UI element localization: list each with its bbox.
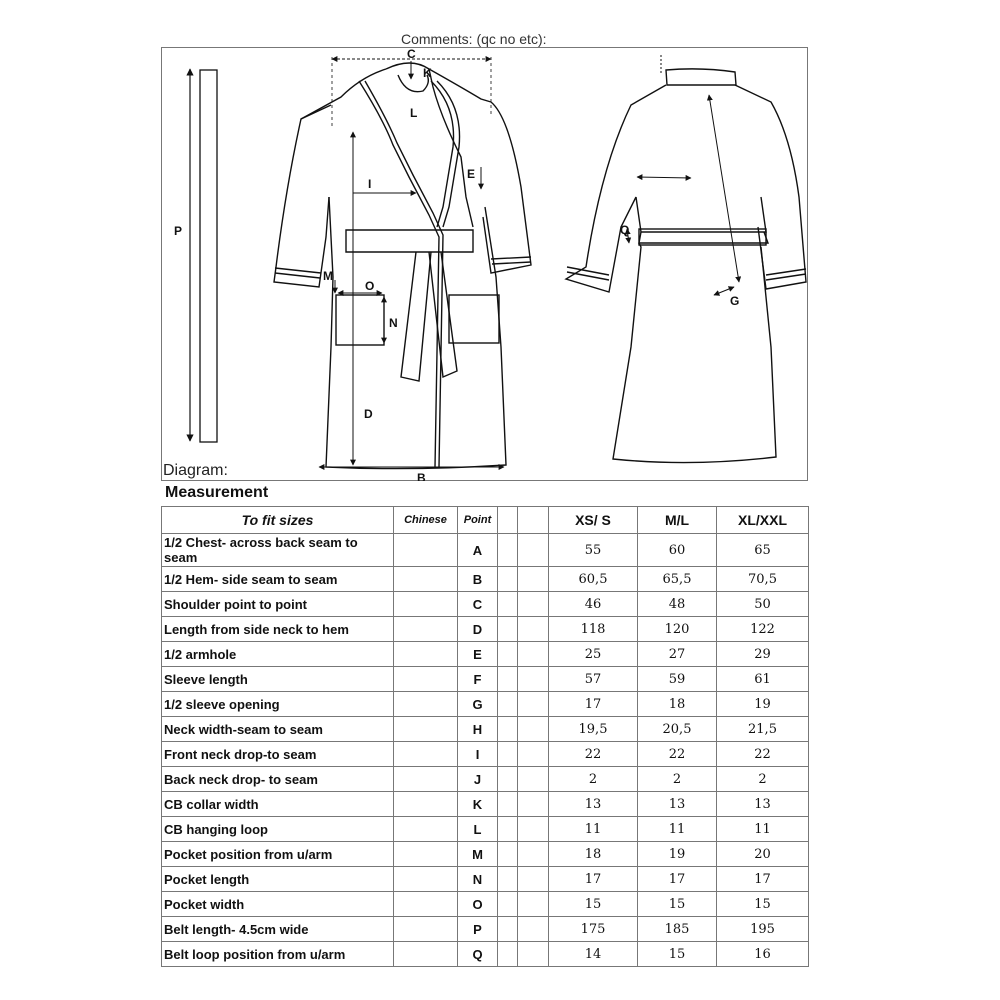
blank-cell bbox=[498, 717, 518, 742]
size-value: 11 bbox=[549, 817, 638, 842]
blank-cell bbox=[498, 567, 518, 592]
header-size: XL/XXL bbox=[717, 507, 809, 534]
blank-cell bbox=[518, 567, 549, 592]
measurement-description: Shoulder point to point bbox=[162, 592, 394, 617]
size-value: 13 bbox=[638, 792, 717, 817]
marker-i: I bbox=[368, 177, 372, 191]
blank-cell bbox=[498, 667, 518, 692]
measurement-title: Measurement bbox=[165, 484, 269, 501]
blank-cell bbox=[518, 792, 549, 817]
size-value: 2 bbox=[549, 767, 638, 792]
size-value: 16 bbox=[717, 942, 809, 967]
size-value: 15 bbox=[717, 892, 809, 917]
size-value: 17 bbox=[717, 867, 809, 892]
measurement-description: Back neck drop- to seam bbox=[162, 767, 394, 792]
point-code: K bbox=[458, 792, 498, 817]
measurement-description: Sleeve length bbox=[162, 667, 394, 692]
blank-cell bbox=[518, 667, 549, 692]
point-code: A bbox=[458, 534, 498, 567]
table-row bbox=[162, 534, 809, 567]
chinese-cell bbox=[394, 792, 458, 817]
chinese-cell bbox=[394, 642, 458, 667]
size-value: 14 bbox=[549, 942, 638, 967]
header-size: M/L bbox=[638, 507, 717, 534]
front-robe-outline bbox=[274, 63, 531, 469]
size-value: 13 bbox=[717, 792, 809, 817]
chinese-cell bbox=[394, 567, 458, 592]
point-code: B bbox=[458, 567, 498, 592]
size-value: 185 bbox=[638, 917, 717, 942]
table-row bbox=[162, 842, 809, 867]
chinese-cell bbox=[394, 867, 458, 892]
marker-p: P bbox=[174, 224, 183, 238]
measurement-description: Front neck drop-to seam bbox=[162, 742, 394, 767]
size-value: 65 bbox=[717, 534, 809, 567]
table-row bbox=[162, 592, 809, 617]
marker-k: K bbox=[423, 66, 432, 80]
blank-cell bbox=[498, 842, 518, 867]
table-row bbox=[162, 942, 809, 967]
marker-g: G bbox=[730, 294, 740, 308]
blank-cell bbox=[518, 742, 549, 767]
blank-cell bbox=[498, 817, 518, 842]
measurement-description: Belt length- 4.5cm wide bbox=[162, 917, 394, 942]
size-value: 60 bbox=[638, 534, 717, 567]
point-code: N bbox=[458, 867, 498, 892]
chinese-cell bbox=[394, 617, 458, 642]
point-code: G bbox=[458, 692, 498, 717]
blank-cell bbox=[498, 742, 518, 767]
point-code: C bbox=[458, 592, 498, 617]
blank-cell bbox=[518, 817, 549, 842]
table-row bbox=[162, 892, 809, 917]
size-value: 15 bbox=[638, 942, 717, 967]
size-value: 17 bbox=[549, 867, 638, 892]
chinese-cell bbox=[394, 692, 458, 717]
size-value: 19 bbox=[717, 692, 809, 717]
blank-cell bbox=[498, 867, 518, 892]
size-value: 22 bbox=[717, 742, 809, 767]
header-fit-sizes: To fit sizes bbox=[162, 507, 394, 534]
size-value: 17 bbox=[549, 692, 638, 717]
size-value: 27 bbox=[638, 642, 717, 667]
point-code: J bbox=[458, 767, 498, 792]
chinese-cell bbox=[394, 767, 458, 792]
blank-cell bbox=[518, 717, 549, 742]
blank-cell bbox=[498, 792, 518, 817]
marker-e: E bbox=[467, 167, 476, 181]
table-row bbox=[162, 642, 809, 667]
point-code: H bbox=[458, 717, 498, 742]
size-value: 19 bbox=[638, 842, 717, 867]
table-header-row bbox=[162, 507, 809, 534]
blank-cell bbox=[518, 767, 549, 792]
table-row bbox=[162, 867, 809, 892]
blank-cell bbox=[518, 592, 549, 617]
size-value: 20 bbox=[717, 842, 809, 867]
marker-n: N bbox=[389, 316, 398, 330]
marker-q: Q bbox=[620, 223, 630, 237]
size-value: 57 bbox=[549, 667, 638, 692]
size-value: 118 bbox=[549, 617, 638, 642]
size-value: 22 bbox=[638, 742, 717, 767]
size-value: 60,5 bbox=[549, 567, 638, 592]
size-value: 50 bbox=[717, 592, 809, 617]
marker-b: B bbox=[417, 471, 426, 481]
table-row bbox=[162, 617, 809, 642]
chinese-cell bbox=[394, 742, 458, 767]
table-row bbox=[162, 567, 809, 592]
table-row bbox=[162, 717, 809, 742]
blank-cell bbox=[518, 642, 549, 667]
blank-cell bbox=[518, 917, 549, 942]
diagram-label: Diagram: bbox=[163, 462, 228, 479]
header-blank bbox=[518, 507, 549, 534]
size-value: 195 bbox=[717, 917, 809, 942]
measurement-description: CB hanging loop bbox=[162, 817, 394, 842]
blank-cell bbox=[498, 942, 518, 967]
point-code: P bbox=[458, 917, 498, 942]
measurement-description: 1/2 armhole bbox=[162, 642, 394, 667]
blank-cell bbox=[518, 867, 549, 892]
size-value: 11 bbox=[638, 817, 717, 842]
measurement-description: CB collar width bbox=[162, 792, 394, 817]
robe-sketch bbox=[161, 47, 808, 481]
chinese-cell bbox=[394, 592, 458, 617]
size-value: 55 bbox=[549, 534, 638, 567]
measurement-description: 1/2 Hem- side seam to seam bbox=[162, 567, 394, 592]
blank-cell bbox=[518, 617, 549, 642]
measurement-description: Pocket length bbox=[162, 867, 394, 892]
blank-cell bbox=[518, 942, 549, 967]
marker-c: C bbox=[407, 47, 416, 61]
header-chinese: Chinese bbox=[394, 507, 458, 534]
measurement-description: Pocket position from u/arm bbox=[162, 842, 394, 867]
blank-cell bbox=[518, 892, 549, 917]
measurement-description: 1/2 Chest- across back seam to seam bbox=[162, 534, 394, 567]
marker-o: O bbox=[365, 279, 375, 293]
size-value: 22 bbox=[549, 742, 638, 767]
measurement-description: Length from side neck to hem bbox=[162, 617, 394, 642]
chinese-cell bbox=[394, 817, 458, 842]
chinese-cell bbox=[394, 942, 458, 967]
point-code: E bbox=[458, 642, 498, 667]
point-code: F bbox=[458, 667, 498, 692]
marker-d: D bbox=[364, 407, 373, 421]
measurement-description: Belt loop position from u/arm bbox=[162, 942, 394, 967]
comments-label: Comments: (qc no etc): bbox=[401, 31, 547, 47]
table-row bbox=[162, 917, 809, 942]
chinese-cell bbox=[394, 534, 458, 567]
size-value: 18 bbox=[549, 842, 638, 867]
measurement-description: Neck width-seam to seam bbox=[162, 717, 394, 742]
chinese-cell bbox=[394, 892, 458, 917]
size-value: 25 bbox=[549, 642, 638, 667]
size-value: 120 bbox=[638, 617, 717, 642]
point-code: I bbox=[458, 742, 498, 767]
size-value: 15 bbox=[549, 892, 638, 917]
size-value: 13 bbox=[549, 792, 638, 817]
marker-m: M bbox=[323, 269, 333, 283]
size-value: 46 bbox=[549, 592, 638, 617]
blank-cell bbox=[498, 692, 518, 717]
size-value: 48 bbox=[638, 592, 717, 617]
table-row bbox=[162, 792, 809, 817]
header-point: Point bbox=[458, 507, 498, 534]
table-row bbox=[162, 692, 809, 717]
size-value: 21,5 bbox=[717, 717, 809, 742]
header-size: XS/ S bbox=[549, 507, 638, 534]
blank-cell bbox=[518, 842, 549, 867]
blank-cell bbox=[498, 617, 518, 642]
point-code: M bbox=[458, 842, 498, 867]
size-value: 29 bbox=[717, 642, 809, 667]
size-value: 70,5 bbox=[717, 567, 809, 592]
size-value: 17 bbox=[638, 867, 717, 892]
point-code: L bbox=[458, 817, 498, 842]
table-row bbox=[162, 767, 809, 792]
chinese-cell bbox=[394, 842, 458, 867]
marker-l: L bbox=[410, 106, 418, 120]
size-value: 2 bbox=[638, 767, 717, 792]
chinese-cell bbox=[394, 917, 458, 942]
measurement-description: Pocket width bbox=[162, 892, 394, 917]
chinese-cell bbox=[394, 667, 458, 692]
belt-illustration bbox=[200, 70, 217, 442]
size-value: 2 bbox=[717, 767, 809, 792]
size-value: 15 bbox=[638, 892, 717, 917]
table-row bbox=[162, 817, 809, 842]
size-value: 19,5 bbox=[549, 717, 638, 742]
chinese-cell bbox=[394, 717, 458, 742]
size-value: 11 bbox=[717, 817, 809, 842]
point-code: O bbox=[458, 892, 498, 917]
blank-cell bbox=[498, 642, 518, 667]
size-value: 59 bbox=[638, 667, 717, 692]
blank-cell bbox=[498, 892, 518, 917]
blank-cell bbox=[498, 534, 518, 567]
size-value: 18 bbox=[638, 692, 717, 717]
header-blank bbox=[498, 507, 518, 534]
table-row bbox=[162, 742, 809, 767]
blank-cell bbox=[498, 767, 518, 792]
size-value: 65,5 bbox=[638, 567, 717, 592]
measurement-table bbox=[161, 506, 809, 967]
point-code: D bbox=[458, 617, 498, 642]
point-code: Q bbox=[458, 942, 498, 967]
blank-cell bbox=[518, 692, 549, 717]
size-value: 122 bbox=[717, 617, 809, 642]
measurement-description: 1/2 sleeve opening bbox=[162, 692, 394, 717]
blank-cell bbox=[518, 534, 549, 567]
size-value: 20,5 bbox=[638, 717, 717, 742]
blank-cell bbox=[498, 592, 518, 617]
back-robe-outline bbox=[566, 69, 806, 463]
size-value: 61 bbox=[717, 667, 809, 692]
size-value: 175 bbox=[549, 917, 638, 942]
blank-cell bbox=[498, 917, 518, 942]
table-row bbox=[162, 667, 809, 692]
